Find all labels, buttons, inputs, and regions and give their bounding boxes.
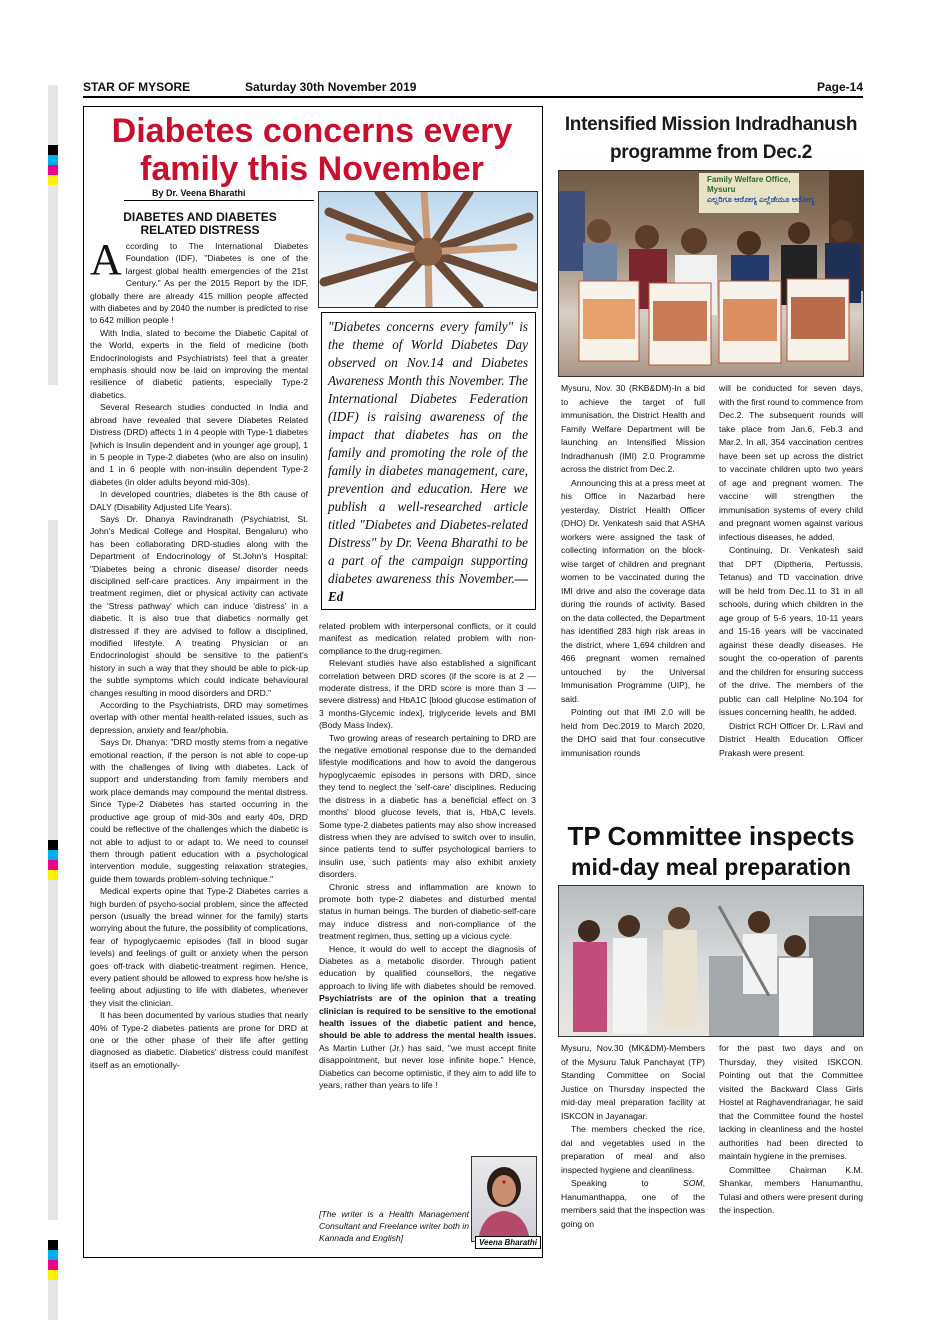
article1-subhead bbox=[90, 211, 310, 237]
paragraph: District RCH Officer Dr. L.Ravi and District Health Education Officer Prakash were present. bbox=[719, 720, 863, 758]
byline: By Dr. Veena Bharathi bbox=[152, 188, 246, 198]
kitchen-inspection-scene bbox=[559, 886, 863, 1036]
page-number: Page-14 bbox=[816, 80, 863, 94]
headline-line-2: mid-day meal preparation bbox=[571, 854, 851, 880]
issue-date: Saturday 30th November 2019 bbox=[245, 80, 417, 94]
paragraph bbox=[319, 943, 536, 1092]
paragraph: Two growing areas of research pertaining to DRD are the negative emotional response due to the demanded lifestyle modifications and how to avoid the dangerous hypoglycaemic episodes in persons with DRD, since they tend to neglect the 'self-care' disciplines. Reducing the distress in a diabetic has a beneficial effect on 3 months' blood glucose levels, that is, HbA,C levels. Some type-2 diabetes patients may also show increased distress when they are advised to switch over to insulin, since patients tend to suffer psychological barriers to insulin use, such patients may also exhibit anxiety disorders. bbox=[319, 732, 536, 880]
paragraph-text: , Hanumanthappa, one of the members said that the inspection was going on bbox=[561, 1178, 705, 1229]
byline-rule bbox=[124, 200, 314, 201]
paragraph: Chronic stress and inflammation are known to promote both type-2 diabetes and disturbed mental status in human beings. The burden of diabetic-self-care may induce distress and non-compliance of the treatment regimen, thus, setting up a vicious cycle. bbox=[319, 881, 536, 942]
article1-column-1 bbox=[90, 235, 308, 1071]
paragraph: Committee Chairman K.M. Shankar, members Hanumanthu, Tulasi and others were present during the inspection. bbox=[719, 1164, 863, 1215]
paragraph: Pointing out that IMI 2.0 will be held from Dec.2019 to March 2020, the DHO said that four consecutive immunisation rounds bbox=[561, 707, 705, 758]
paragraph: Announcing this at a press meet at his Office in Nazarbad here yesterday, District Health Officer (DHO) Dr. Venkatesh said that ASHA workers were assigned the task of collecting information on the block-wise target of children and pregnant women to be vaccinated during the IMI drive and also the coverage data during the rounds of activity. Based on the data collected, the Department has identified 283 high risk areas in the district, where 1,694 children and 466 pregnant women remained untouched by the Universal Immunisation Programme (UIP), he said. bbox=[561, 477, 705, 704]
headline-line-2: programme from Dec.2 bbox=[609, 142, 812, 163]
pull-quote bbox=[328, 318, 528, 606]
article1-column-2 bbox=[319, 620, 536, 1091]
headline-line-1: Intensified Mission Indradhanush bbox=[564, 114, 858, 135]
mid-day-meal-photo bbox=[558, 885, 864, 1037]
paragraph: Mysuru, Nov. 30 (RKB&DM)-In a bid to achieve the target of full immunisation, the District Health and Family Welfare Department will be launching an Intensified Mission Indradhanush (IMI) 2.0 Programme across the district from Dec.2. bbox=[561, 383, 705, 474]
paragraph bbox=[561, 1177, 705, 1231]
subhead-line-2: RELATED DISTRESS bbox=[140, 223, 260, 237]
headline-line-1: TP Committee inspects bbox=[567, 821, 855, 851]
article2-column-2 bbox=[719, 382, 863, 760]
hands-illustration bbox=[319, 192, 537, 307]
article1-headline bbox=[86, 112, 538, 188]
author-caption: Veena Bharathi bbox=[475, 1236, 541, 1249]
paragraph-text: Speaking to bbox=[571, 1178, 684, 1188]
registration-strip-top bbox=[48, 85, 58, 385]
paper-abbrev: SOM bbox=[683, 1178, 703, 1188]
pull-quote-sign: —Ed bbox=[328, 571, 528, 604]
header-rule bbox=[83, 96, 863, 98]
article3-headline bbox=[552, 820, 870, 882]
dropcap: A bbox=[90, 235, 122, 284]
paragraph: Several Research studies conducted in India and abroad have revealed that severe Diabetes Related Distress (DRD) affects 1 in 4 people with Type-1 diabetes [which is Insulin dependent and in younger age group], 1 in 5 people in Type-2 diabetes (who are also on insulin) and 1 in 6 people with non-insulin dependent Type-2 diabetes (in older adults beyond mid-30s). bbox=[90, 402, 308, 487]
paragraph: Continuing, Dr. Venkatesh said that DPT (Diptheria, Pertussis, Tetanus) and TD vaccination drive will be held from Dec.11 to 31 in all schools, during which children in the age group of 5-6 years, 10-11 years and 15-16 years will be vaccinated against these deadly diseases. He sought the co-operation of parents and the children for ensuring success of the drive. The members of the public can call Helpline No.104 for issues concerning health, he added. bbox=[719, 545, 863, 717]
headline-line-1: Diabetes concerns every bbox=[111, 112, 513, 150]
paragraph bbox=[90, 235, 308, 327]
paragraph-text: ccording to The International Diabetes Foundation (IDF), "Diabetes is one of the largest global health emergencies of the 21st Century." As per the 2015 Report by the IDF, globally there are already 415 million people affected with diabetes and by 2040 the number is predicted to rise to 642 million people ! bbox=[90, 241, 308, 326]
author-portrait bbox=[472, 1157, 536, 1241]
page-header bbox=[83, 80, 863, 96]
paragraph: Says Dr. Dhanya: "DRD mostly stems from a negative emotional reaction, if the person is not able to cope-up with the challenges of living with diabetes. Lack of support and understanding from family members and work place demands may compound the mental distress. Since Type-2 Diabetes has started occurring in the productive age group of mid-30s and early 40s, DRD could be reflective of the challenges which the diabetic is not able to adjust to or adapt to. We need to counsel them through patient education with a psychological intervention module, suggesting relaxation strategies, guide them towards problem-solving technique." bbox=[90, 737, 308, 884]
paragraph: Says Dr. Dhanya Ravindranath (Psychiatrist, St. John's Medical College and Hospital, Bengaluru) who has been collaborating DRD-studies along with the Department of Endocrinology of St.John's Hospital: "Diabetes being a chronic disease/ disorder needs disciplined self-care practices. Any impairment in the treatment regimen, diet or physical activity can activate the 'Stress pathway' which can induce 'distress' in a diabetic. It is also true that diabetics normally get distressed if they are advised to follow a disciplined, modified lifestyle. A treating Physician or an Endocrinologist should be sensitive to the patient's history in such a way that they should be able to pick-up the subtle symptoms which could indicate behavioural changes resulting in mood disorders and DRD." bbox=[90, 513, 308, 698]
paragraph-text: Hence, it would do well to accept the diagnosis of Diabetes as a metabolic disorder. Through patient education by qualified counsellors, the negative approach to living life with diabetes should be removed. bbox=[319, 943, 536, 991]
imi-press-meet-photo bbox=[558, 170, 864, 377]
author-photo bbox=[471, 1156, 537, 1242]
paragraph: for the past two days and on Thursday, they visited ISKCON. Pointing out that the Committee visited the Backward Class Girls Hostel at Raghavendranagar, he said that the Committee found the hostel lacking in cleanliness and the hostel authorities had been directed to maintain hygiene in the premises. bbox=[719, 1043, 863, 1161]
photo-signboard bbox=[707, 175, 817, 205]
paragraph: According to the Psychiatrists, DRD may sometimes overlap with other mental health-related issues, such as depression, anxiety and fear/phobia. bbox=[90, 700, 308, 735]
bold-text: Psychiatrists are of the opinion that a treating clinician is required to be sensitive to the emotional health issues of the diabetic patient and hence, should be able to address the mental health issues. bbox=[319, 993, 536, 1041]
author-note: [The writer is a Health Management Consultant and Freelance writer both in Kannada and English] bbox=[319, 1209, 469, 1243]
paragraph: The members checked the rice, dal and vegetables used in the preparation of meal and also inspected hygiene and cleanliness. bbox=[561, 1124, 705, 1175]
signboard-english: Family Welfare Office, Mysuru bbox=[707, 175, 791, 194]
hands-circle-photo bbox=[318, 191, 538, 308]
paragraph-text: As Martin Luther (Jr.) has said, "we must accept finite disappointment, but never lose infinite hope." Hence, Diabetics can become optimistic, if they aim to add life to years, rather than years to life ! bbox=[319, 1042, 536, 1091]
signboard-kannada: ಎಲ್ಲರಿಗೂ ಆರೋಗ್ಯ ಎಲ್ಲೆಡೆಯೂ ಆರೋಗ್ಯ bbox=[707, 195, 815, 204]
article3-column-1 bbox=[561, 1042, 705, 1231]
article2-headline bbox=[552, 111, 870, 167]
paragraph: Relevant studies have also established a significant correlation between DRD scores (if the score is at 2 — moderate distress, if the DRD score is more than 3 — severe distress) and HbA1C [blood glucose estimation of 3 months-Glycemic index], triglyceride levels and BMI (Body Mass Index). bbox=[319, 658, 536, 731]
headline-line-2: family this November bbox=[140, 150, 484, 188]
subhead-line-1: DIABETES AND DIABETES bbox=[123, 210, 277, 224]
pull-quote-text: "Diabetes concerns every family" is the theme of World Diabetes Day observed on Nov.14 and Diabetes Awareness Month this November. The International Diabetes Federation (IDF) is raising awareness of the impact that diabetes has on the family and promoting the role of the family in diabetes management, care, prevention and education. Here we publish a well-researched article titled "Diabetes and Diabetes-related Distress" by Dr. Veena Bharathi to be a part of the campaign supporting diabetes awareness this November. bbox=[328, 319, 528, 586]
paragraph: related problem with interpersonal conflicts, or it could manifest as medication related problem with non-compliance to the drug-regimen. bbox=[319, 621, 536, 656]
paragraph: Medical experts opine that Type-2 Diabetes carries a high burden of psycho-social problem, since the affected person (usually the bread winner for the family) starts worrying about the future, the possibility of complications, fear of hypoglycaemic episodes (fall in blood sugar levels) and feelings of guilt or anxiety when the person goes off-track with diabetic-treatment regimen. Hence, every patient should be allowed to express how he/she is feeling about adjusting to life with diabetes, whenever they visit the clinician. bbox=[90, 886, 308, 1008]
paper-name: STAR OF MYSORE bbox=[83, 80, 191, 94]
paragraph: In developed countries, diabetes is the 8th cause of DALY (Disability Adjusted Life Years). bbox=[90, 489, 308, 512]
article2-column-1 bbox=[561, 382, 705, 760]
paragraph: With India, slated to become the Diabetic Capital of the World, experts in the field of medicine (both Endocrinologists and Psychiatrists) feel that a greater emphasis should now be laid on improving the mental resilience of diabetic patients, especially Type-2 diabetics. bbox=[90, 327, 308, 400]
registration-strip-bottom bbox=[48, 1240, 58, 1320]
paragraph: It has been documented by various studies that nearly 40% of Type-2 diabetes patients are prone for DRD at one or the other phase of their life after getting diagnosed as diabetic. Diabetics' distress could manifest itself as an emotionally- bbox=[90, 1010, 308, 1070]
paragraph: will be conducted for seven days, with the first round to commence from Dec.2. The subsequent rounds will take place from Jan.6, Feb.3 and Mar.2. In all, 354 vaccination centres have been set up across the district to vaccinate children upto two years of age and pregnant women. The vaccine will strengthen the immunisation systems of every child and pregnant women against various infectious diseases, he added. bbox=[719, 383, 863, 542]
registration-strip-middle bbox=[48, 520, 58, 1220]
paragraph: Mysuru, Nov.30 (MK&DM)-Members of the Mysuru Taluk Panchayat (TP) Standing Committee on Social Justice on Thursday inspected the mid-day meal preparation facility at ISKCON in Jayanagar. bbox=[561, 1043, 705, 1121]
article3-column-2 bbox=[719, 1042, 863, 1218]
